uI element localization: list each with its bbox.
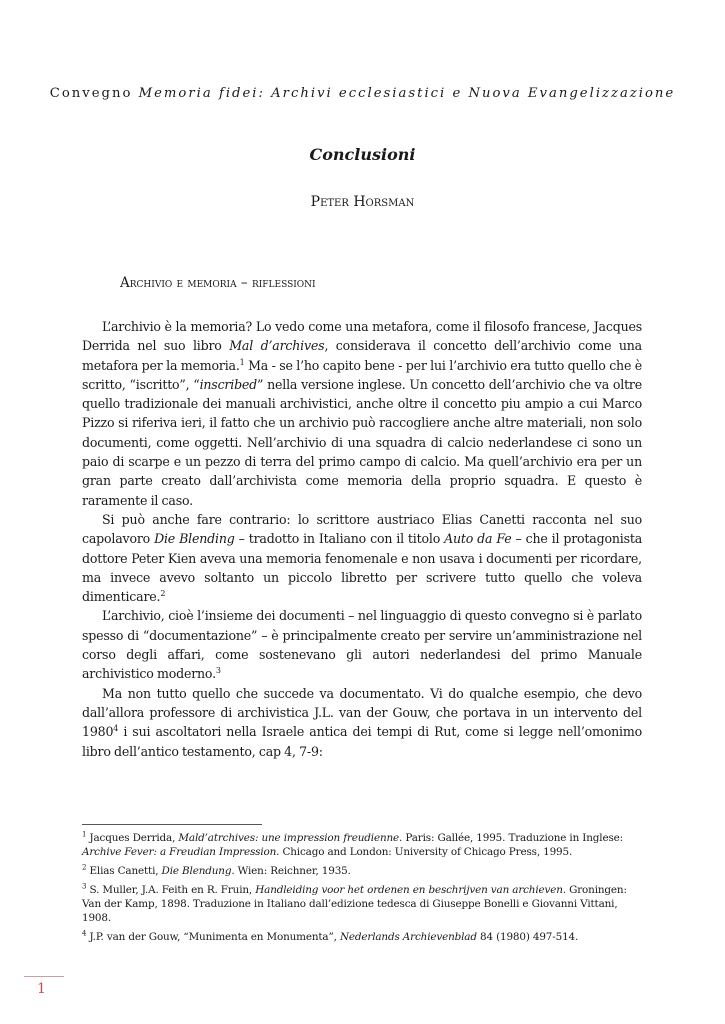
footnote-2: $^2$ Elias Canetti, Die Blendung. Wien: Reichner, 1935. xyxy=(82,863,351,878)
running-header xyxy=(0,86,725,101)
footnote-1: $^1$ Jacques Derrida, Mald’atrchives: une impression freudienne. Paris: Gallée, 1995. Traduzione in Inglese: Archive Fever: a Freudian Impression. Chicago and London: University of Chicago Press, 1995. xyxy=(82,830,623,859)
footnote-ref-1[interactable]: 1 xyxy=(239,357,245,367)
document-title: Conclusioni xyxy=(309,145,416,164)
author-name: Peter Horsman xyxy=(310,194,415,210)
section-heading: Archivio e memoria – riflessioni xyxy=(120,275,316,291)
paragraph-2: Si può anche fare contrario: lo scrittore austriaco Elias Canetti racconta nel suo capolavoro Die Blending – tradotto in Italiano con il titolo Auto da Fe – che il protagonista dottore Peter Kien aveva una memoria fenomenale e non usava i documenti per ricordare, ma invece avevo soltanto un piccolo libretto per scrivere tutto quello che voleva dimenticare.$^2$ xyxy=(82,511,642,605)
paragraph-4: Ma non tutto quello che succede va documentato. Vi do qualche esempio, che devo dall’allora professore di archivistica J.L. van der Gouw, che portava in un intervento del 1980$^4$ i sui ascoltatori nella Israele antica dei tempi di Rut, come si legge nell’omonimo libro dell’antico testamento, cap 4, 7-9: xyxy=(82,685,642,759)
footnote-3: $^3$ S. Muller, J.A. Feith en R. Fruin, Handleiding voor het ordenen en beschrijven van archieven. Groningen: Van der Kamp, 1898. Traduzione in Italiano dall’edizione tedesca di Giuseppe Bonelli e Giovanni Vittani, 1908. xyxy=(82,882,627,925)
paragraph-1: L’archivio è la memoria? Lo vedo come una metafora, come il filosofo francese, Jacques Derrida nel suo libro Mal d’archives, considerava il concetto dell’archivio come una metafora per la memoria.$^1$ Ma - se l’ho capito bene - per lui l’archivio era tutto quello che è scritto, “iscritto”, “inscribed” nella versione inglese. Un concetto dell’archivio che va oltre quello tradizionale dei manuali archivistici, anche oltre il concetto piu ampio a cui Marco Pizzo si riferiva ieri, il fatto che un archivio può raccogliere anche altre materiali, non solo documenti, come oggetti. Nell’archivio di una squadra di calcio nederlandese ci sono un paio di scarpe e un pezzo di terra del primo campo di calcio. Ma quell’archivio era per un gran parte creato dall’archivista come memoria della proprio squadra. E questo è raramente il caso. xyxy=(82,319,643,508)
footnote-ref-3[interactable]: 3 xyxy=(215,666,221,676)
page-number: 1 xyxy=(37,981,46,997)
footnote-4: $^4$ J.P. van der Gouw, “Munimenta en Monumenta”, Nederlands Archievenblad 84 (1980) 497-514. xyxy=(82,929,579,944)
header-prefix: Convegno xyxy=(49,86,139,101)
page-number-rule xyxy=(24,976,64,977)
footnote-separator xyxy=(82,824,262,825)
header-conference-title: Memoria fidei: Archivi ecclesiastici e Nuova Evangelizzazione xyxy=(138,86,676,101)
paragraph-3: L’archivio, cioè l’insieme dei documenti – nel linguaggio di questo convegno si è parlato spesso di “documentazione” – è principalmente creato per servire un’amministrazione nel corso degli affari, come sostenevano gli autori nederlandesi del primo Manuale archivistico moderno.$^3$ xyxy=(82,608,642,682)
footnotes xyxy=(82,831,642,949)
footnote-ref-4[interactable]: 4 xyxy=(113,724,119,734)
body-text xyxy=(82,317,642,761)
footnote-ref-2[interactable]: 2 xyxy=(160,588,166,598)
